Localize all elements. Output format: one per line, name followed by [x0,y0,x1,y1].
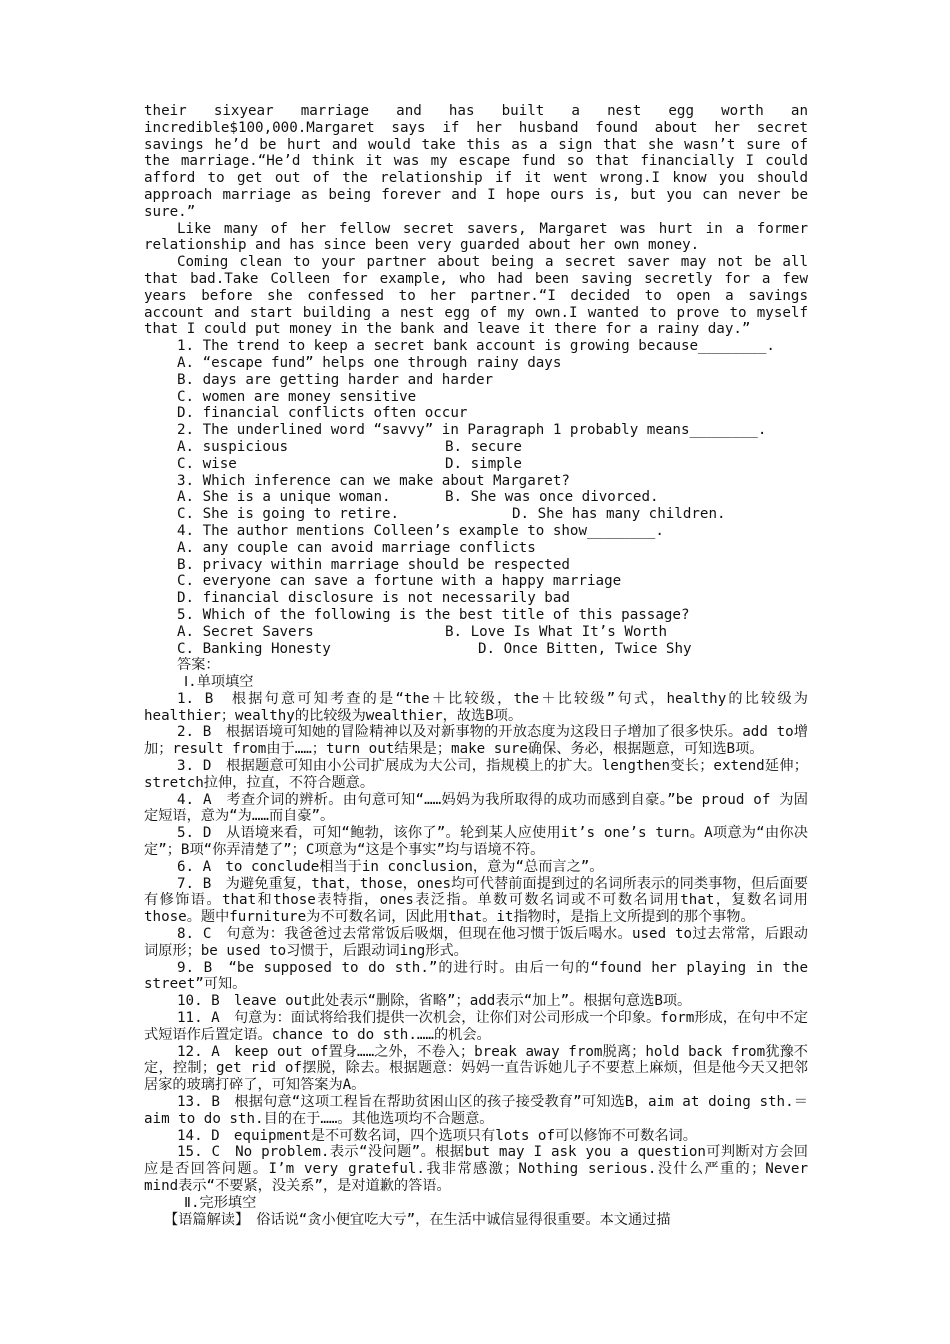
document-page [144,103,808,1228]
option: C. wise [177,455,237,472]
option: D. financial conflicts often occur [177,405,468,422]
question-1: 1. The trend to keep a secret bank account is growing because________. [177,338,775,355]
explanation: 9. B “be supposed to do sth.”的进行时。由后一句的“found her playing in the street”可知。 [144,959,808,993]
option: D. She has many children. [512,506,726,523]
explanation: 5. D 从语境来看，可知“鲍勃，该你了”。轮到某人应使用it’s one’s turn。A项意为“由你决定”；B项“你弄清楚了”；C项意为“这是个事实”均与语境不符。 [144,825,808,859]
option: A. any couple can avoid marriage conflicts [177,539,536,556]
option-row [144,506,808,523]
option: C. She is going to retire. [177,506,400,523]
option: B. She was once divorced. [445,489,659,506]
passage-paragraph: Coming clean to your partner about being a secret saver may not be all that bad.Take Colleen for example, who had been saving secretly for a few years before she confessed to her partner.“I decided to open a savings account and start building a nest egg of my own.I wanted to prove to myself that I could put money in the bank and leave it there for a rainy day.” [144,254,808,338]
option: B. secure [445,438,522,455]
explanation: 2. B 根据语境可知她的冒险精神以及对新事物的开放态度为这段日子增加了很多快乐。add to增加；result from由于……；turn out结果是；make sure确保、务必，根据题意，可知选B项。 [144,724,808,758]
section-heading: Ⅱ.完形填空 [184,1194,257,1211]
passage-analysis: 【语篇解读】 俗话说“贪小便宜吃大亏”，在生活中诚信显得很重要。本文通过描 [164,1211,671,1228]
explanation: 13. B 根据句意“这项工程旨在帮助贫困山区的孩子接受教育”可知选B，aim at doing sth.＝aim to do sth.目的在于……。其他选项均不合题意。 [144,1094,808,1127]
explanation: 7. B 为避免重复，that，those，ones均可代替前面提到过的名词所表示的同类事物，但后面要有修饰语。that和those表特指，ones表泛指。单数可数名词或不可数名词用that，复数名词用those。题中furniture为不可数名词，因此用that。it指物时，是指上文所提到的那个事物。 [144,875,808,926]
explanation: 15. C No problem.表示“没问题”。根据but may I ask you a question可判断对方会回应是否回答问题。I’m very grateful.我非常感激；Nothing serious.没什么严重的；Never mind表示“不要紧，没关系”，是对道歉的答语。 [144,1144,808,1194]
option: D. Once Bitten, Twice Shy [478,640,692,657]
option: A. “escape fund” helps one through rainy days [177,354,562,371]
answers-label: 答案： [177,657,220,674]
option-row [144,624,808,641]
option: B. privacy within marriage should be respected [177,556,570,573]
option-row [144,439,808,456]
explanation: 1. B 根据句意可知考查的是“the＋比较级，the＋比较级”句式，healthy的比较级为healthier；wealthy的比较级为wealthier，故选B项。 [144,690,808,724]
passage-paragraph: their sixyear marriage and has built a nest egg worth an incredible$100,000.Margaret says if her husband found about her secret savings he’d be hurt and would take this as a sign that she wasn’t sure of the marriage.“He’d think it was my escape fund so that financially I could afford to get out of the relationship if it went wrong.I know you should approach marriage as being forever and I hope ours is, but you can never be sure.” [144,103,808,220]
explanation: 12. A keep out of置身……之外，不卷入；break away from脱离；hold back from犹豫不定，控制；get rid of摆脱，除去。根据题意：妈妈一直告诉她儿子不要惹上麻烦，但是他今天又把邻居家的玻璃打碎了，可知答案为A。 [144,1043,808,1094]
option-row [144,489,808,506]
passage-paragraph: Like many of her fellow secret savers, Margaret was hurt in a former relationship and has since been very guarded about her own money. [144,220,808,254]
option-row [144,456,808,473]
option: D. financial disclosure is not necessarily bad [177,590,570,607]
explanation: 11. A 句意为：面试将给我们提供一次机会，让你们对公司形成一个印象。form形成，在句中不定式短语作后置定语。chance to do sth.……的机会。 [144,1010,808,1043]
question-4: 4. The author mentions Colleen’s example to show________. [177,522,664,539]
question-5: 5. Which of the following is the best title of this passage? [177,606,690,623]
option: C. Banking Honesty [177,640,331,657]
explanation: 3. D 根据题意可知由小公司扩展成为大公司，指规模上的扩大。lengthen变长；extend延伸；stretch拉伸，拉直，不符合题意。 [144,758,808,791]
option-row [144,641,808,658]
option: A. She is a unique woman. [177,489,391,506]
option: D. simple [445,455,522,472]
question-2: 2. The underlined word “savvy” in Paragraph 1 probably means________. [177,422,767,439]
explanation: 6. A to conclude相当于in conclusion，意为“总而言之”。 [177,858,604,875]
explanation: 10. B leave out此处表示“删除，省略”；add表示“加上”。根据句意选B项。 [177,993,692,1010]
option: C. women are money sensitive [177,388,417,405]
explanation: 4. A 考查介词的辨析。由句意可知“……妈妈为我所取得的成功而感到自豪。”be proud of 为固定短语，意为“为……而自豪”。 [144,791,808,825]
option: A. suspicious [177,438,289,455]
explanation: 8. C 句意为：我爸爸过去常常饭后吸烟，但现在他习惯于饭后喝水。used to过去常常，后跟动词原形；be used to习惯于，后跟动词ing形式。 [144,926,808,959]
option: A. Secret Savers [177,623,314,640]
question-3: 3. Which inference can we make about Margaret? [177,472,570,489]
section-heading: Ⅰ.单项填空 [184,674,254,691]
option: C. everyone can save a fortune with a happy marriage [177,573,622,590]
option: B. Love Is What It’s Worth [445,623,668,640]
explanation: 14. D equipment是不可数名词，四个选项只有lots of可以修饰不可数名词。 [177,1127,697,1144]
option: B. days are getting harder and harder [177,371,494,388]
